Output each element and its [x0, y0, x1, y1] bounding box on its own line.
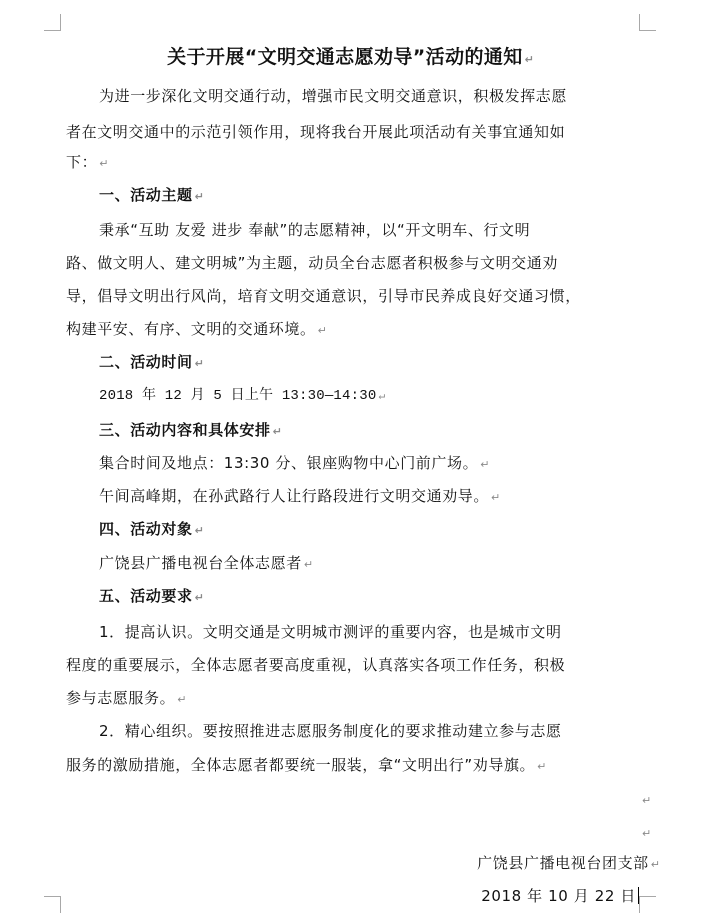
signature-org[interactable]: [477, 853, 660, 875]
paragraph-mark: ↵: [642, 827, 652, 840]
paragraph-mark: ↵: [491, 491, 501, 504]
text: 2．精心组织。要按照推进志愿服务制度化的要求推动建立参与志愿: [99, 722, 562, 740]
text: 路、做文明人、建文明城”为主题，动员全台志愿者积极参与文明交通劝: [66, 254, 558, 272]
requirement-1-line-3[interactable]: [66, 688, 186, 710]
section-heading-4[interactable]: [99, 519, 204, 541]
paragraph-mark: ↵: [650, 858, 660, 871]
signature-date[interactable]: [481, 886, 639, 906]
text: 广饶县广播电视台全体志愿者: [99, 554, 302, 572]
crop-mark-top-left: [44, 14, 61, 31]
text: 广饶县广播电视台团支部: [477, 854, 649, 872]
event-time[interactable]: [99, 386, 385, 407]
section1-line-4[interactable]: [66, 319, 327, 341]
section3-line-1[interactable]: [99, 453, 489, 475]
text: 一、活动主题: [99, 186, 193, 204]
empty-paragraph-2[interactable]: [640, 822, 651, 844]
text: 二、活动时间: [99, 353, 193, 371]
paragraph-mark: ↵: [642, 794, 652, 807]
text: 程度的重要展示，全体志愿者要高度重视，认真落实各项工作任务，积极: [66, 656, 566, 674]
requirement-1-line-2[interactable]: [66, 655, 565, 675]
paragraph-mark: ↵: [272, 425, 282, 438]
text: 1．提高认识。文明交通是文明城市测评的重要内容，也是城市文明: [99, 623, 562, 641]
text: 服务的激励措施，全体志愿者都要统一服装，拿“文明出行”劝导旗。: [66, 756, 536, 774]
paragraph-mark: ↵: [194, 190, 204, 203]
crop-mark-top-right: [639, 14, 656, 31]
paragraph-mark: ↵: [303, 558, 314, 571]
text: 2018 年 12 月 5 日上午 13:30—14:30: [99, 388, 377, 404]
text: 五、活动要求: [99, 587, 193, 605]
text: 导，倡导文明出行风尚，培育文明交通意识，引导市民养成良好交通习惯，: [66, 287, 581, 305]
paragraph-mark: ↵: [177, 693, 187, 706]
section-heading-3[interactable]: [99, 420, 282, 442]
text: 午间高峰期，在孙武路行人让行路段进行文明交通劝导。: [99, 487, 490, 505]
section-heading-1[interactable]: [99, 185, 204, 207]
paragraph-mark: ↵: [194, 357, 204, 370]
paragraph-mark: ↵: [99, 157, 109, 170]
text: 者在文明交通中的示范引领作用，现将我台开展此项活动有关事宜通知如: [66, 123, 566, 141]
text-cursor: [638, 887, 639, 904]
text: 下：: [66, 153, 98, 171]
text: 四、活动对象: [99, 520, 193, 538]
requirement-2-line-1[interactable]: [99, 721, 562, 741]
text: 为进一步深化文明交通行动，增强市民文明交通意识，积极发挥志愿: [99, 87, 568, 105]
section1-line-2[interactable]: [66, 253, 558, 273]
section-heading-5[interactable]: [99, 586, 204, 608]
document-title[interactable]: [0, 44, 701, 73]
text: 三、活动内容和具体安排: [99, 421, 271, 439]
section1-line-3[interactable]: [66, 286, 581, 306]
paragraph-mark: ↵: [378, 391, 386, 403]
text: 2018 年 10 月 22 日: [481, 887, 636, 905]
text: 集合时间及地点：13:30 分、银座购物中心门前广场。: [99, 454, 479, 472]
text: 秉承“互助 友爱 进步 奉献”的志愿精神，以“开文明车、行文明: [99, 221, 531, 239]
intro-line-3[interactable]: [66, 152, 108, 174]
section4-line-1[interactable]: [99, 553, 313, 575]
crop-mark-bottom-right: [639, 896, 656, 913]
intro-line-2[interactable]: [66, 122, 565, 142]
paragraph-mark: ↵: [317, 324, 327, 337]
paragraph-mark: ↵: [194, 524, 204, 537]
title-text: 关于开展“文明交通志愿劝导”活动的通知: [167, 46, 523, 68]
empty-paragraph-1[interactable]: [640, 789, 651, 811]
section3-line-2[interactable]: [99, 486, 500, 508]
paragraph-mark: ↵: [524, 53, 534, 66]
paragraph-mark: ↵: [194, 591, 204, 604]
section1-line-1[interactable]: [99, 220, 530, 240]
paragraph-mark: ↵: [480, 458, 490, 471]
requirement-2-line-2[interactable]: [66, 755, 546, 777]
intro-line-1[interactable]: [99, 86, 567, 106]
paragraph-mark: ↵: [537, 760, 547, 773]
text: 构建平安、有序、文明的交通环境。: [66, 320, 316, 338]
crop-mark-bottom-left: [44, 896, 61, 913]
requirement-1-line-1[interactable]: [99, 622, 562, 642]
text: 参与志愿服务。: [66, 689, 176, 707]
section-heading-2[interactable]: [99, 352, 204, 374]
